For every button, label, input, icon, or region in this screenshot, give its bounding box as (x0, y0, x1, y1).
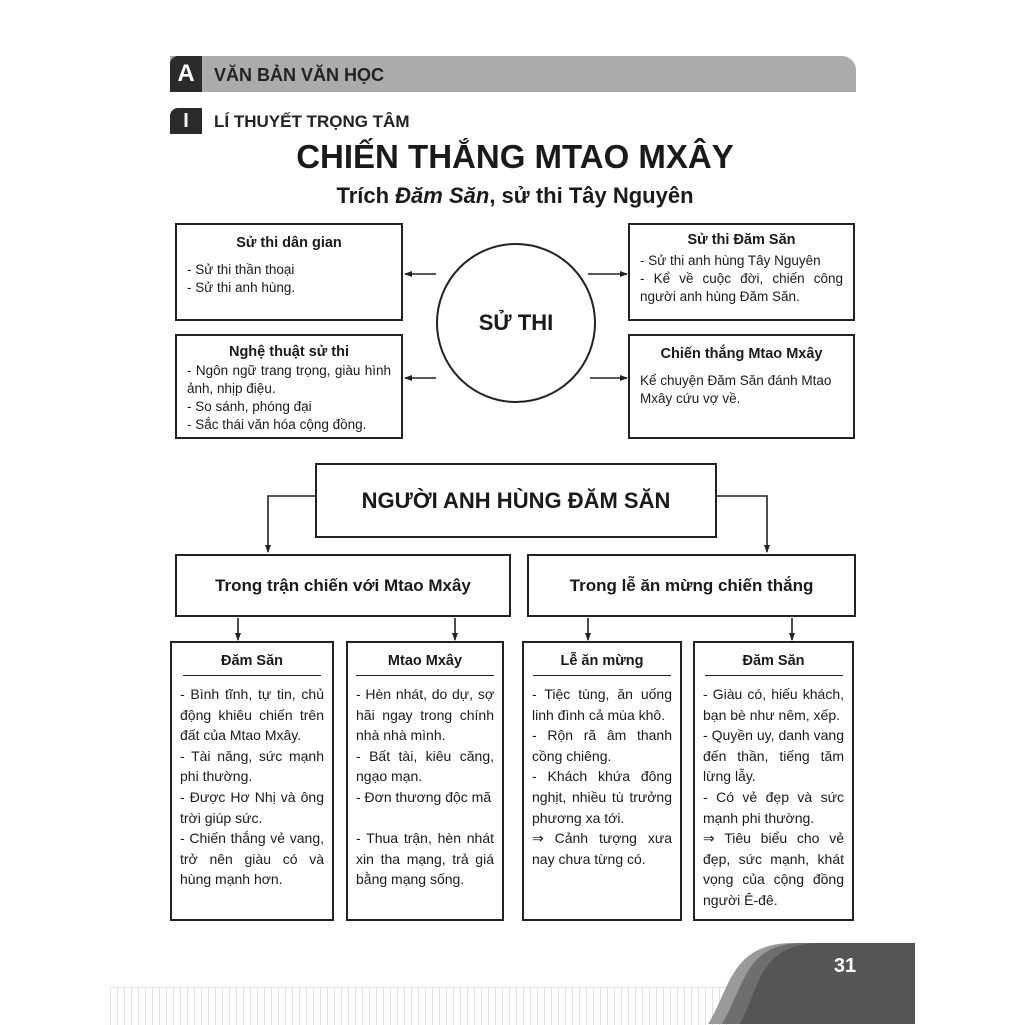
column-line: - Khách khứa đông nghịt, nhiều tù trưởng phương xa tới. (532, 768, 672, 826)
page-number: 31 (833, 955, 857, 977)
column-heading: Đăm Săn (183, 653, 321, 676)
column-line: - Rộn rã âm thanh cồng chiêng. (532, 727, 672, 764)
column-line: - Có vẻ đẹp và sức mạnh phi thường. (703, 788, 844, 826)
subtitle-work: Đăm Săn (395, 183, 490, 208)
column-line: - Đơn thương độc mã (356, 788, 492, 805)
box-line: - Sắc thái văn hóa cộng đồng. (187, 417, 367, 432)
box-heading: Chiến thắng Mtao Mxây (660, 346, 823, 362)
center-circle-epic: SỬ THI (436, 243, 596, 403)
section-a-label: VĂN BẢN VĂN HỌC (214, 65, 385, 85)
subtitle-prefix: Trích (336, 183, 396, 208)
column-line: ⇒ Tiêu biểu cho vẻ đẹp, sức mạnh, khát vọng của cộng đồng người Ê-đê. (703, 830, 844, 908)
box-line: - Sử thi thần thoại (187, 262, 295, 277)
branch-battle: Trong trận chiến với Mtao Mxây (175, 554, 511, 617)
column-line: - Bình tĩnh, tự tin, chủ động khiêu chiến trên đất của Mtao Mxây. (180, 686, 324, 744)
box-line: - Sử thi anh hùng Tây Nguyên (640, 253, 821, 268)
box-line: - Sử thi anh hùng. (187, 280, 296, 295)
column-line: - Hèn nhát, do dự, sợ hãi ngay trong chính nhà nhà mình. (356, 686, 494, 744)
box-line: - Kể về cuộc đời, chiến công người anh hùng Đăm Săn. (640, 271, 843, 304)
hero-box: NGƯỜI ANH HÙNG ĐĂM SĂN (315, 463, 717, 538)
column-line: - Quyền uy, danh vang đến thần, tiếng tăm lừng lẫy. (703, 727, 844, 785)
column-line: - Bất tài, kiêu căng, ngạo mạn. (356, 747, 494, 785)
section-i-label: LÍ THUYẾT TRỌNG TÂM (214, 112, 410, 131)
column-line: - Chiến thắng vẻ vang, trở nên giàu có và hùng mạnh hơn. (180, 830, 324, 888)
column-line: ⇒ Cảnh tượng xưa nay chưa từng có. (532, 830, 672, 867)
column-heading: Mtao Mxây (356, 653, 494, 676)
column-line: - Giàu có, hiếu khách, bạn bè như nêm, xếp. (703, 686, 844, 723)
column-heading: Đăm Săn (705, 653, 843, 676)
branch-celebration: Trong lễ ăn mừng chiến thắng (527, 554, 856, 617)
column-line: - Tiệc tùng, ăn uống linh đình cả mùa khô. (532, 686, 672, 723)
section-i-tag: I (170, 108, 202, 134)
box-heading: Sử thi dân gian (236, 235, 342, 251)
subtitle-suffix: , sử thi Tây Nguyên (489, 183, 694, 208)
column-heading: Lễ ăn mừng (533, 653, 671, 676)
box-heading: Nghệ thuật sử thi (228, 344, 350, 360)
section-a-tag: A (170, 56, 202, 92)
box-line: - Ngôn ngữ trang trọng, giàu hình ảnh, nhịp điệu. (187, 363, 391, 396)
column-line: - Tài năng, sức mạnh phi thường. (180, 747, 324, 785)
box-heading: Sử thi Đăm Săn (687, 232, 796, 248)
box-line: Kể chuyện Đăm Săn đánh Mtao Mxây cứu vợ về. (640, 373, 832, 406)
page-title: CHIẾN THẮNG MTAO MXÂY (296, 138, 734, 175)
box-line: - So sánh, phóng đại (187, 399, 312, 414)
column-line: - Thua trận, hèn nhát xin tha mạng, trả giá bằng mạng sống. (356, 830, 494, 888)
column-line: - Được Hơ Nhị và ông trời giúp sức. (180, 788, 324, 826)
